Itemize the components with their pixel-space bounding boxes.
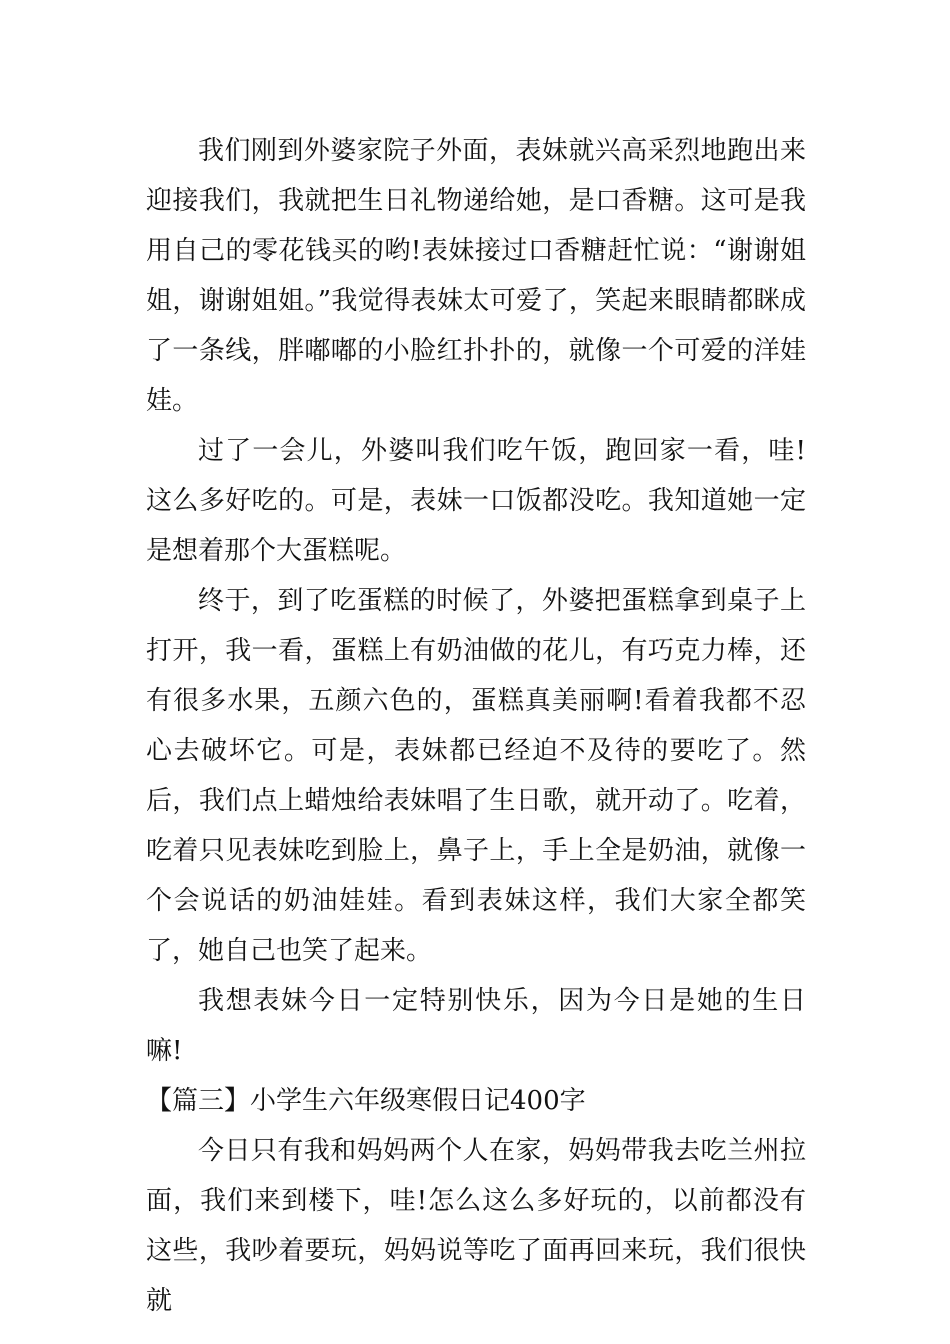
section-heading: 【篇三】小学生六年级寒假日记400字: [146, 1086, 586, 1116]
paragraph-lunch: 过了一会儿，外婆叫我们吃午饭，跑回家一看，哇!这么多好吃的。可是，表妹一口饭都没吃。我知道她一定是想着那个大蛋糕呢。: [146, 436, 806, 566]
paragraph-arrival: 我们刚到外婆家院子外面，表妹就兴高采烈地跑出来迎接我们，我就把生日礼物递给她，是口香糖。这可是我用自己的零花钱买的哟!表妹接过口香糖赶忙说：“谢谢姐姐，谢谢姐姐。”我觉得表妹太可爱了，笑起来眼睛都眯成了一条线，胖嘟嘟的小脸红扑扑的，就像一个可爱的洋娃娃。: [146, 136, 806, 416]
paragraph-birthday: 我想表妹今日一定特别快乐，因为今日是她的生日嘛!: [146, 986, 806, 1066]
document-body: [146, 126, 806, 1326]
paragraph-cake: 终于，到了吃蛋糕的时候了，外婆把蛋糕拿到桌子上打开，我一看，蛋糕上有奶油做的花儿，有巧克力棒，还有很多水果，五颜六色的，蛋糕真美丽啊!看着我都不忍心去破坏它。可是，表妹都已经迫不及待的要吃了。然后，我们点上蜡烛给表妹唱了生日歌，就开动了。吃着，吃着只见表妹吃到脸上，鼻子上，手上全是奶油，就像一个会说话的奶油娃娃。看到表妹这样，我们大家全都笑了，她自己也笑了起来。: [146, 586, 806, 966]
paragraph-noodles: 今日只有我和妈妈两个人在家，妈妈带我去吃兰州拉面，我们来到楼下，哇!怎么这么多好玩的，以前都没有这些，我吵着要玩，妈妈说等吃了面再回来玩，我们很快就: [146, 1136, 806, 1316]
